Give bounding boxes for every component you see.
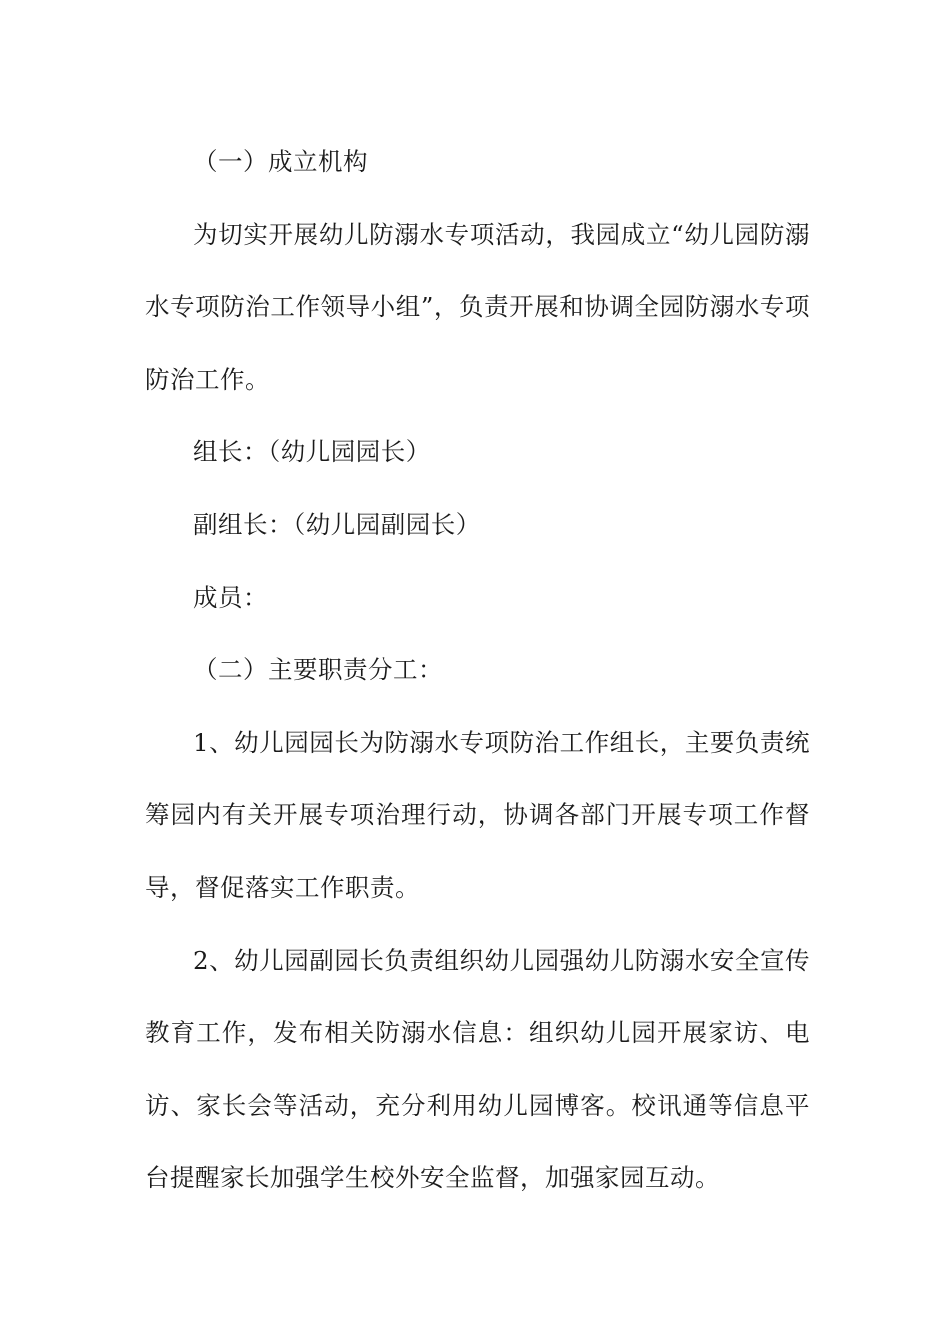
paragraph-establish-group: 为切实开展幼儿防溺水专项活动，我园成立“幼儿园防溺水专项防治工作领导小组”，负责开展和协调全园防溺水专项防治工作。 (145, 219, 810, 394)
paragraph-responsibility-1: 1、幼儿园园长为防溺水专项防治工作组长，主要负责统筹园内有关开展专项治理行动，协调各部门开展专项工作督导，督促落实工作职责。 (145, 727, 810, 902)
section-heading-establish-organization: （一）成立机构 (193, 147, 368, 176)
paragraph-members: 成员： (193, 582, 268, 612)
section-heading-responsibilities: （二）主要职责分工： (193, 655, 443, 685)
document-body (145, 126, 810, 1215)
paragraph-group-leader: 组长：（幼儿园园长） (193, 437, 431, 467)
paragraph-deputy-leader: 副组长：（幼儿园副园长） (193, 509, 481, 539)
paragraph-responsibility-2: 2、幼儿园副园长负责组织幼儿园强幼儿防溺水安全宣传教育工作，发布相关防溺水信息：组织幼儿园开展家访、电访、家长会等活动，充分利用幼儿园博客。校讯通等信息平台提醒家长加强学生校外安全监督，加强家园互动。 (145, 945, 810, 1193)
